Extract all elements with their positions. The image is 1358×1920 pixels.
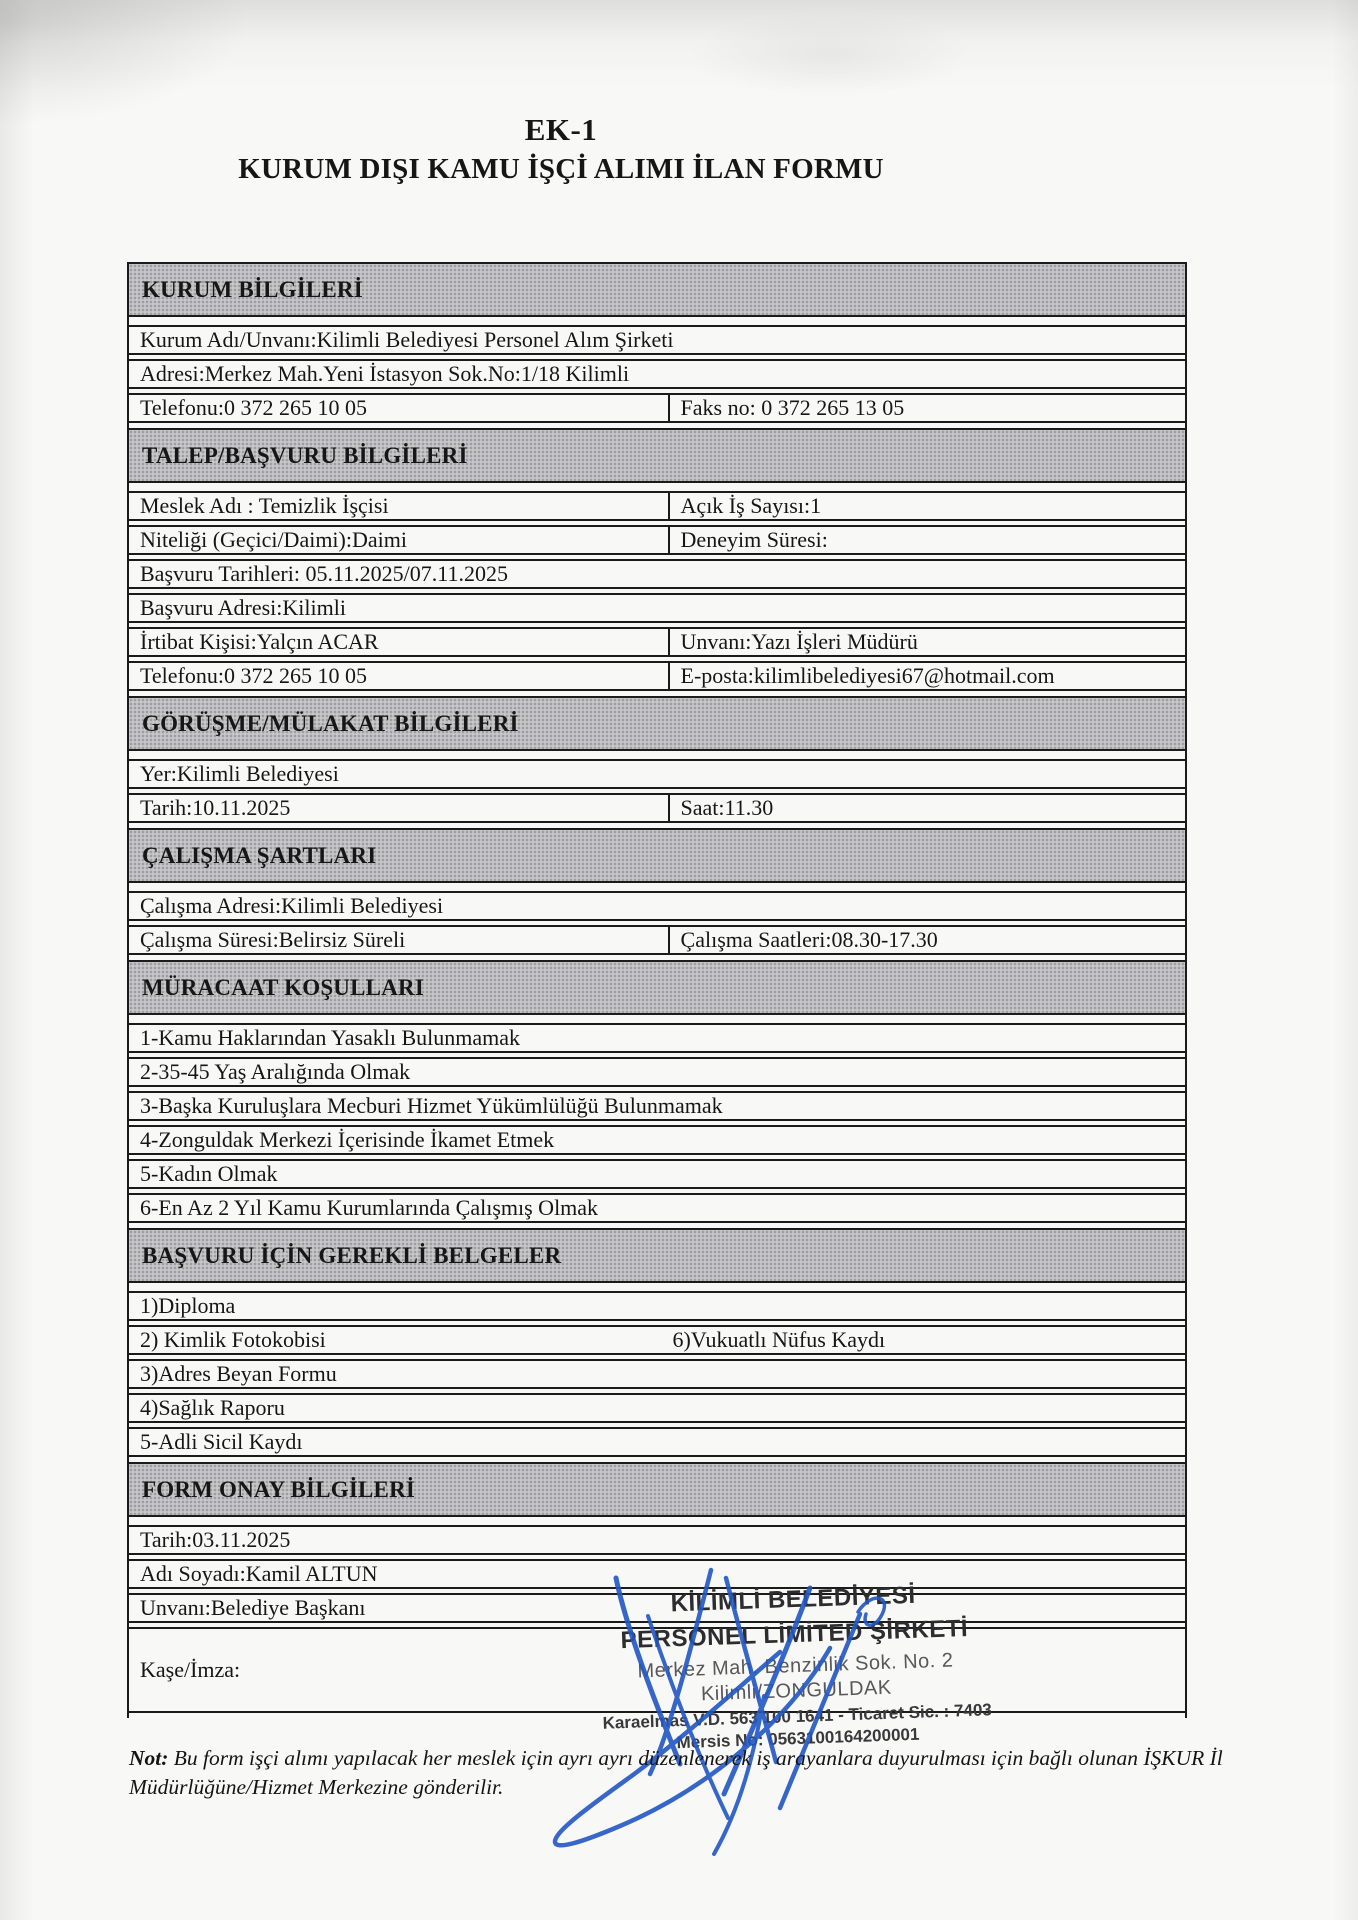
form-row (129, 1023, 1185, 1053)
field-basvuru-adresi: Başvuru Adresi:Kilimli (140, 595, 346, 620)
form-title: KURUM DIŞI KAMU İŞÇİ ALIMI İLAN FORMU (238, 153, 884, 185)
form-row (129, 593, 1185, 623)
field-meslek-adi: Meslek Adı : Temizlik İşçisi (140, 493, 389, 518)
stamp-line-company-1: KİLİMLİ BELEDİYESİ (670, 1581, 917, 1618)
field-irtibat-kisisi: İrtibat Kişisi:Yalçın ACAR (140, 629, 379, 654)
footer-note (129, 1744, 1259, 1802)
stamp-line-mersis: Mersis No: 0563100164200001 (676, 1724, 920, 1753)
form-row (129, 1627, 1185, 1713)
document-item-5: 5-Adli Sicil Kaydı (140, 1429, 303, 1454)
field-mulakat-saat: Saat:11.30 (668, 795, 1185, 821)
condition-item-6: 6-En Az 2 Yıl Kamu Kurumlarında Çalışmış Olmak (140, 1195, 599, 1220)
document-item-4: 4)Sağlık Raporu (140, 1395, 285, 1420)
section-header-calisma: ÇALIŞMA ŞARTLARI (129, 828, 1185, 883)
form-code: EK-1 (524, 112, 598, 147)
form-row (129, 1291, 1185, 1321)
form-row (129, 1057, 1185, 1087)
section-gorusme-mulakat (129, 696, 1185, 823)
field-calisma-adresi: Çalışma Adresi:Kilimli Belediyesi (140, 893, 444, 918)
section-header-belgeler: BAŞVURU İÇİN GEREKLİ BELGELER (129, 1228, 1185, 1283)
field-calisma-saatleri: Çalışma Saatleri:08.30-17.30 (668, 927, 1185, 953)
form-row (129, 359, 1185, 389)
form-row (129, 325, 1185, 355)
document-item-3: 3)Adres Beyan Formu (140, 1361, 337, 1386)
form-row (129, 925, 1185, 955)
form-row (129, 1125, 1185, 1155)
section-kurum-bilgileri (129, 262, 1185, 423)
form-row (129, 1427, 1185, 1457)
form-row (129, 1359, 1185, 1389)
form-title-block (127, 112, 995, 186)
field-acik-is-sayisi: Açık İş Sayısı:1 (668, 493, 1185, 519)
stamp-line-company-2: PERSONEL LİMİTED ŞİRKETİ (620, 1614, 969, 1655)
field-telefon: Telefonu:0 372 265 10 05 (140, 395, 367, 420)
form-row (129, 559, 1185, 589)
stamp-line-address: Merkez Mah. Benzinlik Sok. No. 2 (637, 1649, 954, 1683)
field-onay-adi-soyadi: Adı Soyadı:Kamil ALTUN (140, 1561, 378, 1586)
section-header-onay: FORM ONAY BİLGİLERİ (129, 1462, 1185, 1517)
form-table (127, 262, 1187, 1718)
footer-note-text: Bu form işçi alımı yapılacak her meslek için ayrı ayrı düzenlenerek iş arayanlara duyurulması için bağlı olunan İŞKUR İl Müdürlüğüne/Hizmet Merkezine gönderilir. (129, 1746, 1223, 1799)
document-item-1: 1)Diploma (140, 1293, 236, 1318)
form-row (129, 1159, 1185, 1189)
form-row (129, 891, 1185, 921)
field-mulakat-yer: Yer:Kilimli Belediyesi (140, 761, 339, 786)
condition-item-3: 3-Başka Kuruluşlara Mecburi Hizmet Yükümlülüğü Bulunmamak (140, 1093, 723, 1118)
field-eposta: E-posta:kilimlibelediyesi67@hotmail.com (668, 663, 1185, 689)
field-basvuru-tarihleri: Başvuru Tarihleri: 05.11.2025/07.11.2025 (140, 561, 508, 586)
section-header-muracaat: MÜRACAAT KOŞULLARI (129, 960, 1185, 1015)
section-talep-basvuru (129, 428, 1185, 691)
field-onay-unvan: Unvanı:Belediye Başkanı (140, 1595, 366, 1620)
form-row (129, 627, 1185, 657)
form-row (129, 393, 1185, 423)
form-row (129, 1193, 1185, 1223)
section-muracaat-kosullari (129, 960, 1185, 1223)
section-gerekli-belgeler (129, 1228, 1185, 1457)
stamp-line-tax: Karaelmas V.D. 563 100 1641 - Ticaret Sic. : 7403 (602, 1700, 993, 1733)
section-header-gorusme: GÖRÜŞME/MÜLAKAT BİLGİLERİ (129, 696, 1185, 751)
condition-item-4: 4-Zonguldak Merkezi İçerisinde İkamet Etmek (140, 1127, 555, 1152)
form-row (129, 661, 1185, 691)
document-item-6: 6)Vukuatlı Nüfus Kaydı (672, 1327, 886, 1352)
form-row (129, 1325, 1185, 1355)
form-row (129, 525, 1185, 555)
form-row (129, 1593, 1185, 1623)
field-kase-imza: Kaşe/İmza: (140, 1657, 241, 1682)
document-item-2: 2) Kimlik Fotokobisi (140, 1327, 326, 1352)
field-irtibat-unvani: Unvanı:Yazı İşleri Müdürü (668, 629, 1185, 655)
form-row (129, 491, 1185, 521)
section-form-onay (129, 1462, 1185, 1713)
form-row (129, 1525, 1185, 1555)
field-deneyim-suresi: Deneyim Süresi: (668, 527, 1185, 553)
footer-note-label: Not: (129, 1746, 169, 1770)
form-row (129, 1091, 1185, 1121)
condition-item-1: 1-Kamu Haklarından Yasaklı Bulunmamak (140, 1025, 521, 1050)
field-onay-tarih: Tarih:03.11.2025 (140, 1527, 291, 1552)
field-faks: Faks no: 0 372 265 13 05 (668, 395, 1185, 421)
stamp-line-city: Kilimli/ZONGULDAK (700, 1676, 893, 1706)
form-row (129, 793, 1185, 823)
form-row (129, 1393, 1185, 1423)
field-niteligi: Niteliği (Geçici/Daimi):Daimi (140, 527, 407, 552)
form-row (129, 1559, 1185, 1589)
section-calisma-sartlari (129, 828, 1185, 955)
field-adres: Adresi:Merkez Mah.Yeni İstasyon Sok.No:1/18 Kilimli (140, 361, 630, 386)
condition-item-5: 5-Kadın Olmak (140, 1161, 278, 1186)
section-header-kurum: KURUM BİLGİLERİ (129, 262, 1185, 317)
field-calisma-suresi: Çalışma Süresi:Belirsiz Süreli (140, 927, 406, 952)
field-kurum-adi: Kurum Adı/Unvanı:Kilimli Belediyesi Personel Alım Şirketi (140, 327, 674, 352)
section-header-talep: TALEP/BAŞVURU BİLGİLERİ (129, 428, 1185, 483)
field-irtibat-telefon: Telefonu:0 372 265 10 05 (140, 663, 367, 688)
form-row (129, 759, 1185, 789)
condition-item-2: 2-35-45 Yaş Aralığında Olmak (140, 1059, 411, 1084)
field-mulakat-tarih: Tarih:10.11.2025 (140, 795, 291, 820)
